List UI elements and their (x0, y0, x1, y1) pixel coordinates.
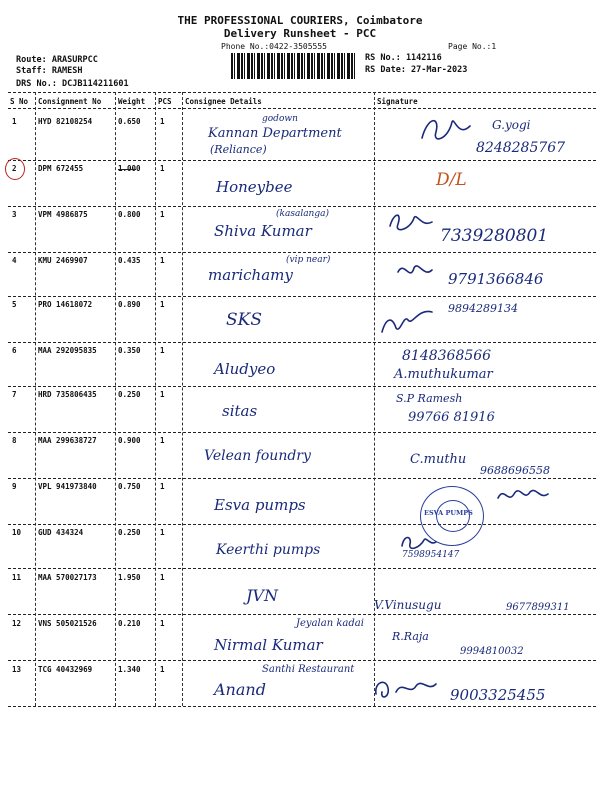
row-separator (8, 206, 596, 207)
signature-name: V.Vinusugu (374, 598, 442, 612)
row-sno: 4 (12, 256, 17, 265)
route-label: Route: ARASURPCC (16, 55, 98, 65)
consignee-note: Jeyalan kadai (296, 618, 364, 629)
row-sno: 10 (12, 528, 22, 537)
sheet-title: Delivery Runsheet - PCC (223, 27, 377, 40)
row-pcs: 1 (160, 528, 165, 537)
row-sno: 1 (12, 117, 17, 126)
page-number: Page No.:1 (448, 42, 497, 51)
rs-date: RS Date: 27-Mar-2023 (365, 65, 468, 75)
row-consignment: VNS 505021526 (38, 619, 97, 628)
signature-scribble (370, 674, 440, 704)
row-consignment: HYD 82108254 (38, 117, 93, 126)
col-header-sno: S No (10, 97, 29, 106)
signature-name: A.muthukumar (394, 367, 493, 382)
row-separator (8, 614, 596, 615)
row-consignment: VPM 4986875 (38, 210, 88, 219)
strike-line (118, 169, 136, 170)
staff-label: Staff: RAMESH (16, 66, 83, 76)
signature-scribble (394, 258, 436, 284)
col-header-consignee: Consignee Details (185, 97, 262, 106)
col-header-signature: Signature (377, 97, 418, 106)
row-consignment: MAA 299638727 (38, 436, 97, 445)
row-pcs: 1 (160, 117, 165, 126)
row-sno: 5 (12, 300, 17, 309)
consignee-name: Honeybee (216, 178, 293, 196)
table-bottom-rule (8, 706, 596, 707)
signature-name: R.Raja (392, 630, 429, 643)
row-sno: 3 (12, 210, 17, 219)
row-consignment: MAA 292095835 (38, 346, 97, 355)
consignee-name: Shiva Kumar (214, 222, 312, 240)
signature-phone: 9677899311 (506, 602, 570, 613)
consignee-name: Esva pumps (214, 496, 306, 514)
row-separator (8, 386, 596, 387)
col-header-consignment: Consignment No (38, 97, 102, 106)
signature-phone: 7339280801 (440, 226, 549, 246)
row-pcs: 1 (160, 210, 165, 219)
row-sno: 13 (12, 665, 22, 674)
consignee-name: Velean foundry (204, 448, 311, 464)
row-sno: 12 (12, 619, 22, 628)
row-weight: 0.800 (118, 210, 141, 219)
signature-phone: 9003325455 (450, 686, 546, 704)
row-weight: 0.250 (118, 528, 141, 537)
row-separator (8, 252, 596, 253)
row-pcs: 1 (160, 482, 165, 491)
signature-phone: 9894289134 (448, 302, 518, 315)
consignee-note: godown (262, 114, 298, 124)
row-sno: 11 (12, 573, 22, 582)
row-separator (8, 568, 596, 569)
row-consignment: TCG 40432969 (38, 665, 93, 674)
row-weight: 0.890 (118, 300, 141, 309)
row-separator (8, 160, 596, 161)
signature-name: S.P Ramesh (396, 392, 463, 405)
col-header-weight: Weight (118, 97, 146, 106)
row-sno: 9 (12, 482, 17, 491)
signature-phone: 9791366846 (448, 270, 544, 288)
signature-name: C.muthu (410, 452, 467, 467)
consignee-name: Aludyeo (214, 360, 276, 378)
signature-scribble (418, 114, 478, 148)
row-separator (8, 296, 596, 297)
row-separator (8, 342, 596, 343)
row-separator (8, 524, 596, 525)
consignee-name: Nirmal Kumar (214, 636, 323, 654)
row-consignment: GUD 434324 (38, 528, 84, 537)
row-separator (8, 478, 596, 479)
row-weight: 1.950 (118, 573, 141, 582)
row-consignment: KMU 2469907 (38, 256, 88, 265)
row-pcs: 1 (160, 619, 165, 628)
row-sno: 2 (12, 164, 17, 173)
consignee-name: SKS (226, 310, 262, 330)
consignee-note: (vip near) (286, 255, 331, 265)
phone-number: Phone No.:0422-3505555 (221, 42, 327, 51)
consignee-name: Kannan Department (208, 126, 342, 141)
signature-phone: 8248285767 (476, 140, 566, 156)
row-weight: 1.000 (118, 164, 141, 173)
row-pcs: 1 (160, 346, 165, 355)
signature-phone: 8148368566 (402, 348, 492, 364)
company-title: THE PROFESSIONAL COURIERS, Coimbatore (177, 14, 423, 27)
consignee-name: Anand (214, 680, 266, 699)
row-pcs: 1 (160, 164, 165, 173)
row-sno: 6 (12, 346, 17, 355)
table-top-rule (8, 92, 596, 93)
row-weight: 0.435 (118, 256, 141, 265)
row-pcs: 1 (160, 256, 165, 265)
rs-number: RS No.: 1142116 (365, 53, 442, 63)
row-pcs: 1 (160, 436, 165, 445)
delivery-note: D/L (436, 170, 467, 190)
row-consignment: VPL 941973840 (38, 482, 97, 491)
consignee-name: marichamy (208, 266, 293, 284)
barcode-image (231, 53, 357, 79)
drs-number: DRS No.: DCJB114211601 (16, 79, 129, 89)
row-separator (8, 432, 596, 433)
signature-scribble (378, 304, 436, 338)
row-consignment: HRD 735806435 (38, 390, 97, 399)
row-sno: 8 (12, 436, 17, 445)
signature-phone: 9994810032 (460, 646, 524, 657)
col-header-pcs: PCS (158, 97, 172, 106)
row-pcs: 1 (160, 573, 165, 582)
row-consignment: PRO 14618072 (38, 300, 93, 309)
consignee-line2: (Reliance) (210, 143, 267, 156)
row-pcs: 1 (160, 300, 165, 309)
row-weight: 1.340 (118, 665, 141, 674)
consignee-name: sitas (222, 402, 258, 420)
row-weight: 0.750 (118, 482, 141, 491)
signature-phone: 7598954147 (402, 550, 460, 560)
signature-name: G.yogi (492, 118, 531, 132)
stamp-text: ESVA PUMPS (424, 509, 473, 517)
row-weight: 0.350 (118, 346, 141, 355)
consignee-note: (kasalanga) (276, 209, 329, 219)
signature-scribble (386, 208, 436, 238)
signature-scribble (494, 482, 552, 508)
row-consignment: MAA 570027173 (38, 573, 97, 582)
header-bottom-rule (8, 108, 596, 109)
consignee-note: Santhi Restaurant (262, 664, 355, 675)
row-pcs: 1 (160, 390, 165, 399)
row-weight: 0.250 (118, 390, 141, 399)
row-pcs: 1 (160, 665, 165, 674)
consignee-name: Keerthi pumps (216, 542, 321, 558)
row-weight: 0.900 (118, 436, 141, 445)
row-separator (8, 660, 596, 661)
row-weight: 0.210 (118, 619, 141, 628)
signature-phone: 99766 81916 (408, 410, 495, 425)
row-weight: 0.650 (118, 117, 141, 126)
row-consignment: DPM 672455 (38, 164, 84, 173)
signature-phone: 9688696558 (480, 464, 550, 477)
row-sno: 7 (12, 390, 17, 399)
consignee-name: JVN (246, 586, 278, 605)
